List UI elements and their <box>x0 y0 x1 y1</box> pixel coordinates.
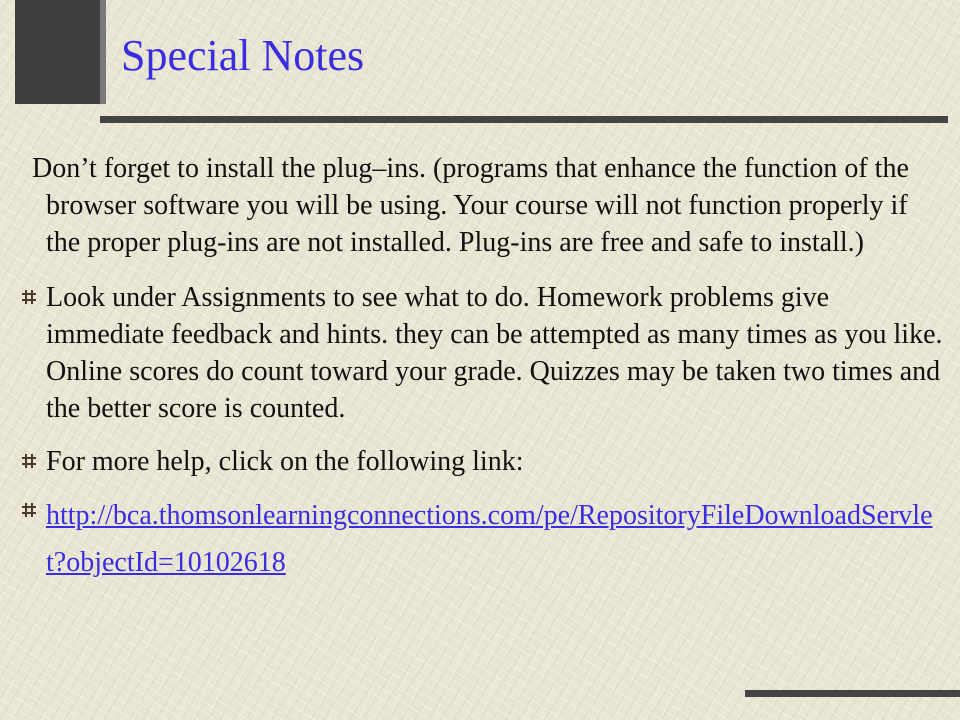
bullet-item-assignments <box>46 279 946 427</box>
slide-title: Special Notes <box>121 31 365 80</box>
bullet-item-link <box>46 492 946 586</box>
footer-rule <box>745 690 960 697</box>
intro-paragraph: Don’t forget to install the plug–ins. (programs that enhance the function of the browser software you will be using. Your course will not function properly if the proper plug-ins are not installed. Plug-ins are free and safe to install.) <box>32 153 909 258</box>
hash-bullet-icon <box>22 290 36 304</box>
bullet-text: Look under Assignments to see what to do. Homework problems give immediate feedback and hints. they can be attempted as many times as you like. Online scores do count toward your grade. Quizzes may be taken two times and the better score is counted. <box>46 282 943 424</box>
hash-bullet-icon <box>22 503 36 517</box>
bullet-text: For more help, click on the following link: <box>46 446 524 477</box>
bullet-item-help <box>46 443 946 480</box>
slide-body <box>0 150 960 586</box>
title-underline-rule <box>100 116 948 123</box>
help-link[interactable]: http://bca.thomsonlearningconnections.com/pe/RepositoryFileDownloadServlet?objectId=10102618 <box>46 500 933 578</box>
hash-bullet-icon <box>22 454 36 468</box>
decorative-corner-block <box>15 0 100 104</box>
